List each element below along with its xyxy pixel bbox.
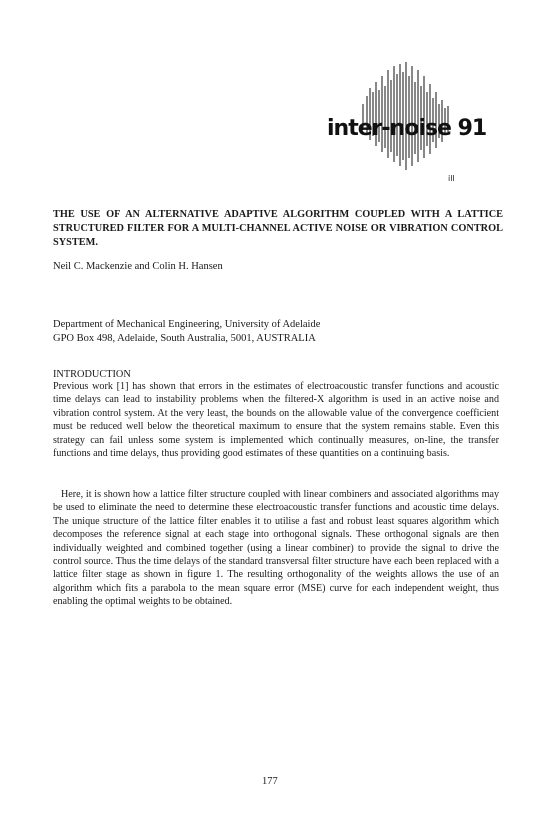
paper-title: THE USE OF AN ALTERNATIVE ADAPTIVE ALGORITHM COUPLED WITH A LATTICE STRUCTURED FILTER FOR A MULTI-CHANNEL ACTIVE NOISE OR VIBRATION CONTROL SYSTEM. [53, 209, 503, 248]
affiliation-line-2: GPO Box 498, Adelaide, South Australia, 5001, AUSTRALIA [53, 333, 316, 344]
affiliation-line-1: Department of Mechanical Engineering, University of Adelaide [53, 319, 321, 330]
paragraph-2: Here, it is shown how a lattice filter structure coupled with linear combiners and associated algorithms may be used to eliminate the need to determine these electroacoustic transfer functions and acoustic time delays. The unique structure of the lattice filter enables it to utilise a fast and robust least squares algorithm which decomposes the reference signal at each stage into orthogonal signals. These orthogonal signals are then individually weighted and combined together (using a linear combiner) to provide the signal to drive the control source. Thus the time delays of the standard transversal filter structure have each been replaced with a lattice filter stage as shown in figure 1. The resulting orthogonality of the weights allows the use of an algorithm which fits a parabola to the mean square error (MSE) curve for each independent weight, thus enabling the optimal weights to be obtained. [53, 489, 499, 608]
paragraph-1: Previous work [1] has shown that errors in the estimates of electroacoustic transfer functions and acoustic time delays can lead to instability problems when the filtered-X algorithm is used in an active noise and vibration control system. At the very least, the bounds on the allowable value of the convergence coefficient must be reduced well below the theoretical maximum to ensure that the system remains stable. Even this strategy can fail unless some system is implemented which continually measures, on-line, the transfer functions and time delays, thus providing good estimates of these quantities on a continuing basis. [53, 381, 499, 460]
affiliation [53, 318, 320, 346]
logo-text: inter-noise 91 [327, 116, 487, 141]
section-heading: INTRODUCTION [53, 369, 131, 380]
page-number: 177 [262, 776, 278, 787]
paper-authors: Neil C. Mackenzie and Colin H. Hansen [53, 261, 223, 272]
logo-footnote: ill [448, 174, 455, 183]
